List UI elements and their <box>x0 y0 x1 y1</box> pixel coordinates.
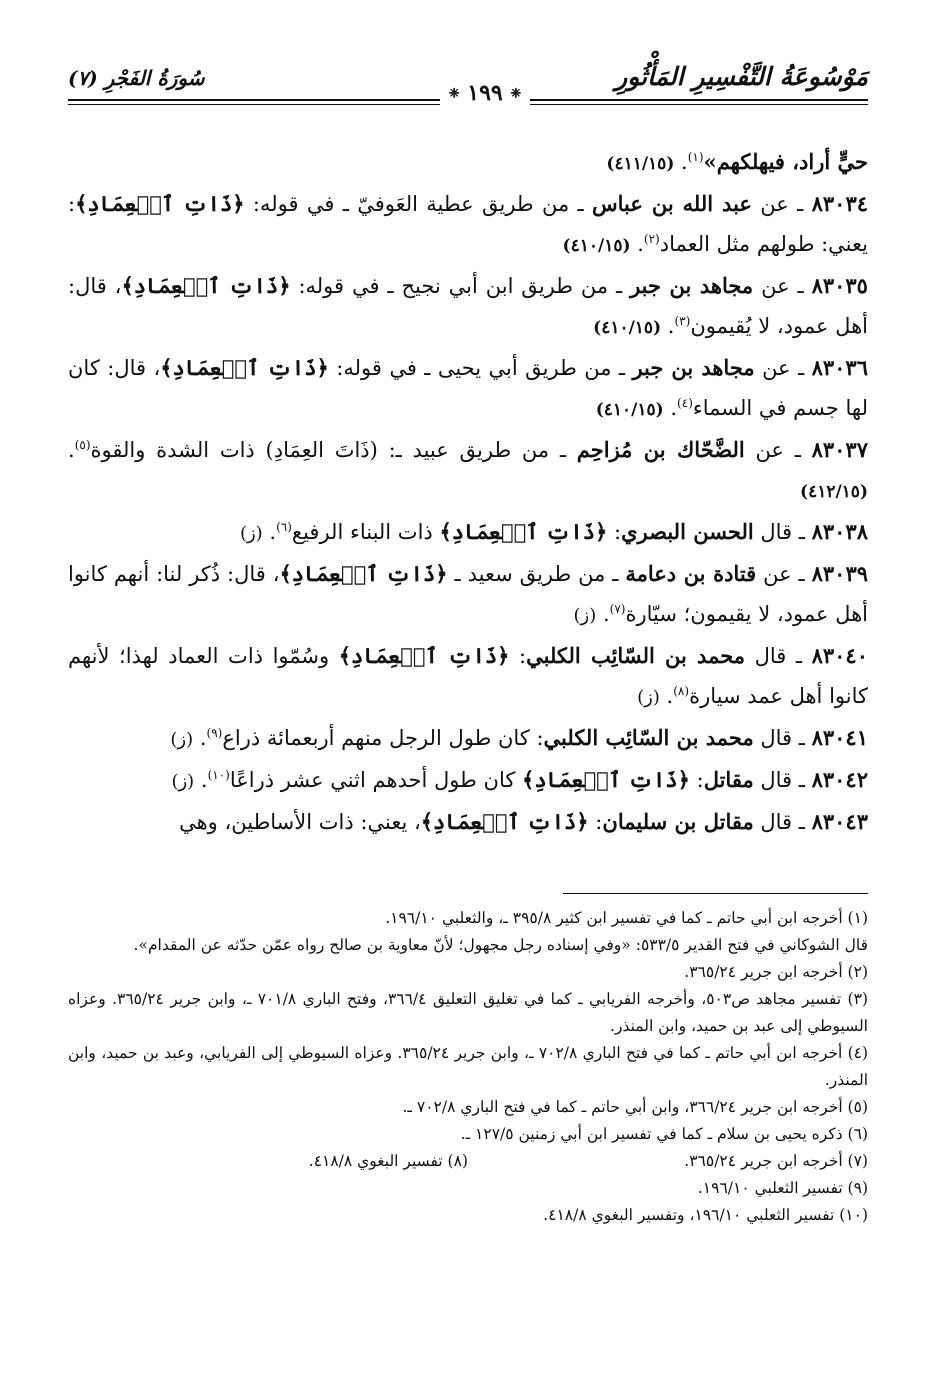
quran-quote: ﴿ذَاتِ ٱلۡعِمَادِ﴾ <box>75 191 245 216</box>
narration-number: ٨٣٠٣٩ <box>811 561 869 586</box>
footnote-marker: (٤) <box>677 396 693 410</box>
source-mark: (ز) <box>637 687 660 708</box>
narration-83041: ٨٣٠٤١ ـ قال محمد بن السّائِب الكلبي: كان طول الرجل منهم أربعمائة ذراع$^{(٩)}$. (ز) <box>170 725 868 750</box>
narration-83036: ٨٣٠٣٦ ـ عن مجاهد بن جبر ـ من طريق أبي يحيى ـ في قوله: ﴿ذَاتِ ٱلۡعِمَادِ﴾، قال: كان لها جسم في السماء$^{(٤)}$. (٤١٠/١٥) <box>68 355 868 420</box>
source-mark: (ز) <box>170 729 194 750</box>
footnote-2: (٢) أخرجه ابن جرير ٣٦٥/٢٤. <box>684 963 868 981</box>
cross-reference: (٤١٠/١٥) <box>595 400 664 420</box>
quran-quote: ﴿ذَاتِ ٱلۡعِمَادِ﴾ <box>420 809 589 834</box>
cross-reference: (٤١٠/١٥) <box>562 236 631 256</box>
main-text <box>68 142 868 842</box>
source-mark: (ز) <box>573 605 597 626</box>
narration-number: ٨٣٠٣٥ <box>811 273 868 298</box>
footnotes <box>68 905 868 1229</box>
footnote-divider <box>563 893 868 894</box>
quran-quote: ﴿ذَاتِ ٱلۡعِمَادِ﴾ <box>160 355 329 380</box>
footnote-1: (١) أخرجه ابن أبي حاتم ـ كما في تفسير ابن كثير ٣٩٥/٨ ـ، والثعلبي ١٩٦/١٠. <box>385 909 868 927</box>
quran-quote: ﴿ذَاتِ ٱلۡعِمَادِ﴾ <box>522 767 690 792</box>
footnote-marker: (٣) <box>674 314 691 328</box>
footnote-marker: (١٠) <box>207 768 230 782</box>
footnote-marker: (٦) <box>276 520 292 534</box>
narrator-name: مجاهد بن جبر <box>630 273 754 298</box>
narration-number: ٨٣٠٣٤ <box>811 191 869 216</box>
paragraph-continuation: حيٍّ أراد، فيهلكهم»$^{(١)}$. (٤١١/١٥) <box>606 149 868 174</box>
footnote-1-comment: قال الشوكاني في فتح القدير ٥٣٣/٥: «وفي إسناده رجل مجهول؛ لأنّ معاوية بن صالح رواه عمّن حدّثه عن المقدام». <box>133 936 868 954</box>
narrator-name: الضَّحّاك بن مُزاحِم <box>576 437 745 462</box>
narration-83043: ٨٣٠٤٣ ـ قال مقاتل بن سليمان: ﴿ذَاتِ ٱلۡعِمَادِ﴾، يعني: ذات الأساطين، وهي <box>179 809 868 834</box>
narrator-name: مقاتل <box>703 767 754 792</box>
narration-83035: ٨٣٠٣٥ ـ عن مجاهد بن جبر ـ من طريق ابن أبي نجيح ـ في قوله: ﴿ذَاتِ ٱلۡعِمَادِ﴾، قال: أهل عمود، لا يُقيمون$^{(٣)}$. (٤١٠/١٥) <box>68 273 868 338</box>
source-mark: (ز) <box>171 771 195 792</box>
cross-reference: (٤١٠/١٥) <box>593 318 662 338</box>
surah-title: سُورَةُ الفَجْرِ (٧) <box>68 66 205 90</box>
page-number-text: ١٩٩ <box>467 80 503 106</box>
footnote-marker: (٧) <box>609 602 626 616</box>
cross-reference: (٤١١/١٥) <box>606 154 675 174</box>
narration-83040: ٨٣٠٤٠ ـ قال محمد بن السّائِب الكلبي: ﴿ذَاتِ ٱلۡعِمَادِ﴾ وسُمّوا ذات العماد لهذا؛ لأنهم كانوا أهل عمد سيارة$^{(٨)}$. (ز) <box>68 643 868 708</box>
footnote-6: (٦) ذكره يحيى بن سلام ـ كما في تفسير ابن أبي زمنين ١٢٧/٥ ـ. <box>460 1125 868 1143</box>
narration-number: ٨٣٠٤١ <box>811 725 868 750</box>
footnote-5: (٥) أخرجه ابن جرير ٣٦٦/٢٤، وابن أبي حاتم ـ كما في فتح الباري ٧٠٢/٨ ـ. <box>402 1098 868 1116</box>
footnote-8: (٨) تفسير البغوي ٤١٨/٨. <box>308 1152 468 1170</box>
footnote-4: (٤) أخرجه ابن أبي حاتم ـ كما في فتح الباري ٧٠٢/٨ ـ، وابن جرير ٣٦٥/٢٤. وعزاه السيوطي إلى الفريابي، وعبد بن حميد، وابن المنذر. <box>68 1044 869 1089</box>
quran-quote: ﴿ذَاتِ ٱلۡعِمَادِ﴾ <box>338 643 510 668</box>
narration-83034: ٨٣٠٣٤ ـ عن عبد الله بن عباس ـ من طريق عطية العَوفيّ ـ في قوله: ﴿ذَاتِ ٱلۡعِمَادِ﴾: يعني: طولهم مثل العماد$^{(٢)}$. (٤١٠/١٥) <box>68 191 869 256</box>
page-header <box>68 58 868 110</box>
source-mark: (ز) <box>239 523 263 544</box>
narration-number: ٨٣٠٤٠ <box>811 643 868 668</box>
narration-number: ٨٣٠٣٨ <box>811 519 868 544</box>
footnote-marker: (٢) <box>643 232 660 246</box>
footnote-7: (٧) أخرجه ابن جرير ٣٦٥/٢٤. <box>684 1152 868 1170</box>
narration-number: ٨٣٠٤٣ <box>811 809 868 834</box>
narrator-name: مقاتل بن سليمان <box>602 809 754 834</box>
footnote-marker: (٥) <box>74 438 91 452</box>
narrator-name: محمد بن السّائِب الكلبي <box>526 643 746 668</box>
cross-reference: (٤١٢/١٥) <box>800 482 868 502</box>
narration-83038: ٨٣٠٣٨ ـ قال الحسن البصري: ﴿ذَاتِ ٱلۡعِمَادِ﴾ ذات البناء الرفيع$^{(٦)}$. (ز) <box>239 519 868 544</box>
page-number <box>440 80 530 106</box>
footnote-marker: (٩) <box>206 726 223 740</box>
footnote-marker: (٨) <box>673 684 690 698</box>
narration-83042: ٨٣٠٤٢ ـ قال مقاتل: ﴿ذَاتِ ٱلۡعِمَادِ﴾ كان طول أحدهم اثني عشر ذراعًا$^{(١٠)}$. (ز) <box>171 767 868 792</box>
footnote-3: (٣) تفسير مجاهد ص٥٠٣، وأخرجه الفريابي ـ كما في تغليق التعليق ٣٦٦/٤، وفتح الباري ٧٠١/٨ ـ، وابن جرير ٣٦٥/٢٤. وعزاه السيوطي إلى عبد بن حميد، وابن المنذر. <box>68 990 868 1035</box>
quran-quote: ﴿ذَاتِ ٱلۡعِمَادِ﴾ <box>279 561 448 586</box>
narration-83037: ٨٣٠٣٧ ـ عن الضَّحّاك بن مُزاحِم ـ من طريق عبيد ـ: (ذَاتَ العِمَادِ) ذات الشدة والقوة$^{(٥)}$. (٤١٢/١٥) <box>68 437 868 502</box>
narrator-name: محمد بن السّائِب الكلبي <box>543 725 754 750</box>
ornament-icon: ❈ <box>448 86 460 102</box>
quran-quote: ﴿ذَاتِ ٱلۡعِمَادِ﴾ <box>121 273 291 298</box>
footnote-9: (٩) تفسير الثعلبي ١٩٦/١٠. <box>697 1179 868 1197</box>
quran-quote: ﴿ذَاتِ ٱلۡعِمَادِ﴾ <box>439 519 608 544</box>
narrator-name: مجاهد بن جبر <box>632 355 755 380</box>
narrator-name: قتادة بن دعامة <box>625 561 757 586</box>
ornament-icon: ❈ <box>510 86 522 102</box>
narrator-name: الحسن البصري <box>621 519 754 544</box>
book-title: مَوْسُوعَةُ التَّفْسِيرِ المَأْثُورِ <box>615 62 868 91</box>
narrator-name: عبد الله بن عباس <box>592 191 752 216</box>
narration-number: ٨٣٠٣٧ <box>811 437 868 462</box>
narration-number: ٨٣٠٤٢ <box>811 767 868 792</box>
footnote-marker: (١) <box>687 150 704 164</box>
narration-number: ٨٣٠٣٦ <box>811 355 868 380</box>
footnote-10: (١٠) تفسير الثعلبي ١٩٦/١٠، وتفسير البغوي ٤١٨/٨. <box>543 1206 868 1224</box>
footnote-row-7-8 <box>68 1148 868 1175</box>
narration-83039: ٨٣٠٣٩ ـ عن قتادة بن دعامة ـ من طريق سعيد ـ ﴿ذَاتِ ٱلۡعِمَادِ﴾، قال: ذُكر لنا: أنهم كانوا أهل عمود، لا يقيمون؛ سيّارة$^{(٧)}$. (ز) <box>68 561 869 626</box>
